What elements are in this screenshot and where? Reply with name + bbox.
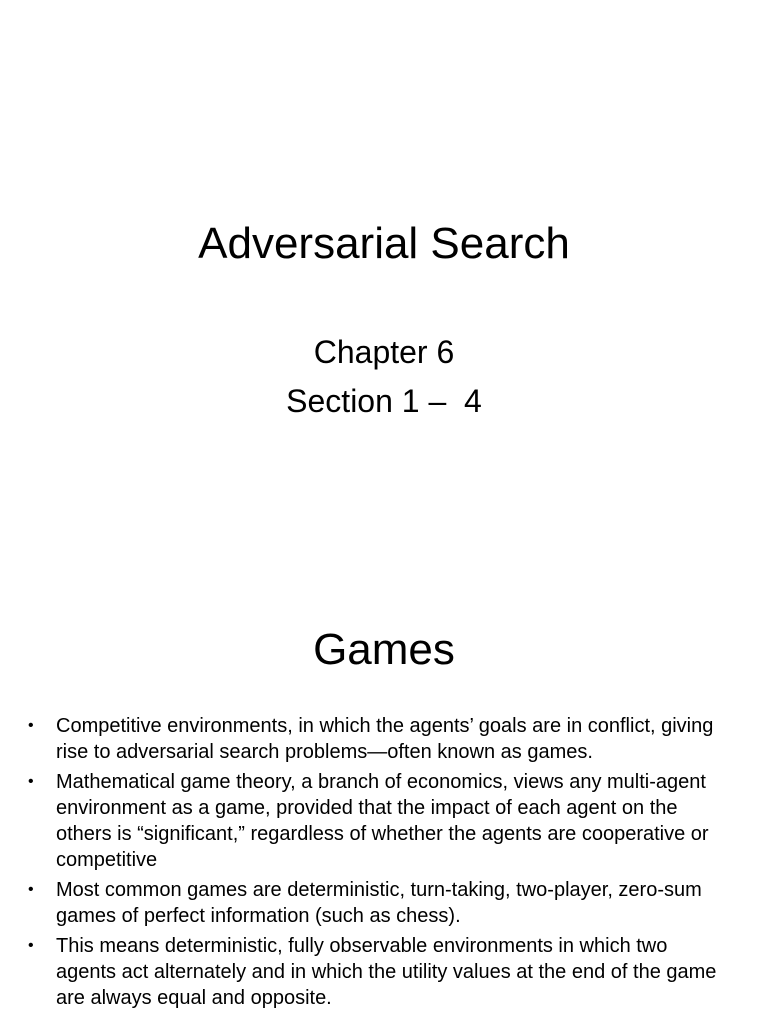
- bullet-icon: •: [28, 773, 34, 790]
- list-item: [0, 769, 768, 873]
- list-item: [0, 933, 768, 1011]
- bullet-text: Mathematical game theory, a branch of economics, views any multi-agent environment as a game, provided that the impact of each agent on the others is “significant,” regardless of whether the agents are cooperative or competitive: [56, 771, 709, 871]
- section-label: Section 1 – 4: [286, 383, 482, 419]
- slide-title: Games: [313, 625, 455, 674]
- bullet-text: Competitive environments, in which the agents’ goals are in conflict, giving rise to adversarial search problems—often known as games.: [56, 715, 714, 763]
- bullet-icon: •: [28, 937, 34, 954]
- chapter-label: Chapter 6: [313, 334, 455, 370]
- list-item: [0, 877, 768, 929]
- bullet-text: Most common games are deterministic, turn-taking, two-player, zero-sum games of perfect information (such as chess).: [56, 879, 702, 927]
- bullet-icon: •: [28, 717, 34, 734]
- slide-title: Adversarial Search: [198, 219, 570, 268]
- list-item: [0, 713, 768, 765]
- bullet-text: This means deterministic, fully observable environments in which two agents act alternately and in which the utility values at the end of the game are always equal and opposite.: [56, 935, 717, 1009]
- games-slide: [0, 576, 768, 1024]
- bullet-list: [0, 713, 768, 1015]
- bullet-icon: •: [28, 881, 34, 898]
